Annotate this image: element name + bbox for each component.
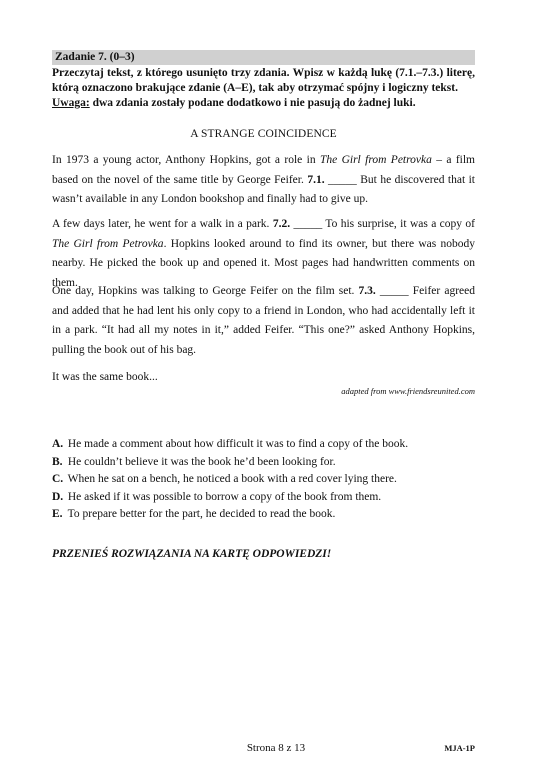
option-text: He made a comment about how difficult it was to find a copy of the book. (67, 438, 409, 450)
p1-part-a: In 1973 a young actor, Anthony Hopkins, got a role in (52, 154, 320, 166)
instruction-main: Przeczytaj tekst, z którego usunięto trzy zdania. Wpisz w każdą lukę (7.1.–7.3.) literę, którą oznaczono brakujące zdanie (A–E), tak aby otrzymać spójny i logiczny tekst. (52, 67, 475, 94)
paragraph-4: It was the same book... (52, 371, 158, 383)
gap-7-3-number: 7.3. (358, 285, 376, 297)
note-text: dwa zdania zostały podane dodatkowo i nie pasują do żadnej luki. (89, 97, 416, 109)
answer-options-list (52, 436, 475, 524)
text-title: A STRANGE COINCIDENCE (190, 128, 337, 140)
exam-code: MJA-1P (444, 743, 475, 753)
option-letter: A. (52, 438, 64, 450)
option-text: He couldn’t believe it was the book he’d been looking for. (67, 455, 336, 468)
option-b (52, 454, 475, 472)
option-letter: C. (52, 473, 64, 485)
transfer-answers-note: PRZENIEŚ ROZWIĄZANIA NA KARTĘ ODPOWIEDZI! (52, 548, 332, 560)
option-letter: E. (52, 508, 63, 520)
p2-part-b: _____ To his surprise, it was a copy of (290, 218, 475, 230)
option-text: When he sat on a bench, he noticed a book with a red cover lying there. (67, 473, 397, 485)
paragraph-3 (52, 282, 475, 360)
option-text: He asked if it was possible to borrow a copy of the book from them. (67, 490, 382, 503)
p2-part-a: A few days later, he went for a walk in a park. (52, 218, 273, 230)
gap-7-1-number: 7.1. (307, 173, 325, 186)
task-instructions (52, 66, 475, 111)
note-label: Uwaga: (52, 97, 90, 109)
p1-part-b: – a film based on the novel of the same title by George Feifer. (52, 154, 475, 186)
p2-book-title: The Girl from Petrovka (52, 237, 164, 250)
p2-part-c: . Hopkins looked around to find its owner, but there was nobody nearby. He picked the book up and opened it. Most pages had handwritten comments on them. (52, 237, 475, 289)
paragraph-1 (52, 151, 475, 210)
p1-book-title: The Girl from Petrovka (319, 154, 432, 166)
gap-7-2-number: 7.2. (272, 218, 291, 230)
page-number: Strona 8 z 13 (246, 742, 306, 754)
option-a (52, 436, 475, 454)
p3-part-a: One day, Hopkins was talking to George Feifer on the film set. (52, 285, 359, 297)
source-credit: adapted from www.friendsreunited.com (341, 386, 475, 396)
option-d (52, 489, 475, 507)
option-c (52, 471, 475, 489)
option-text: To prepare better for the part, he decided to read the book. (67, 508, 336, 520)
option-letter: D. (52, 490, 64, 503)
task-header: Zadanie 7. (0–3) (52, 50, 475, 65)
p3-part-b: _____ Feifer agreed and added that he had lent his only copy to a friend in London, who had accidentally left it in a park. “It had all my notes in it,” added Feifer. “This one?” asked Anthony Hopkins, pulling the book out of his bag. (52, 285, 475, 356)
option-e (52, 506, 475, 524)
option-letter: B. (52, 455, 63, 468)
p1-part-c: _____ But he discovered that it wasn’t available in any London bookshop and finally had to give up. (52, 173, 476, 205)
